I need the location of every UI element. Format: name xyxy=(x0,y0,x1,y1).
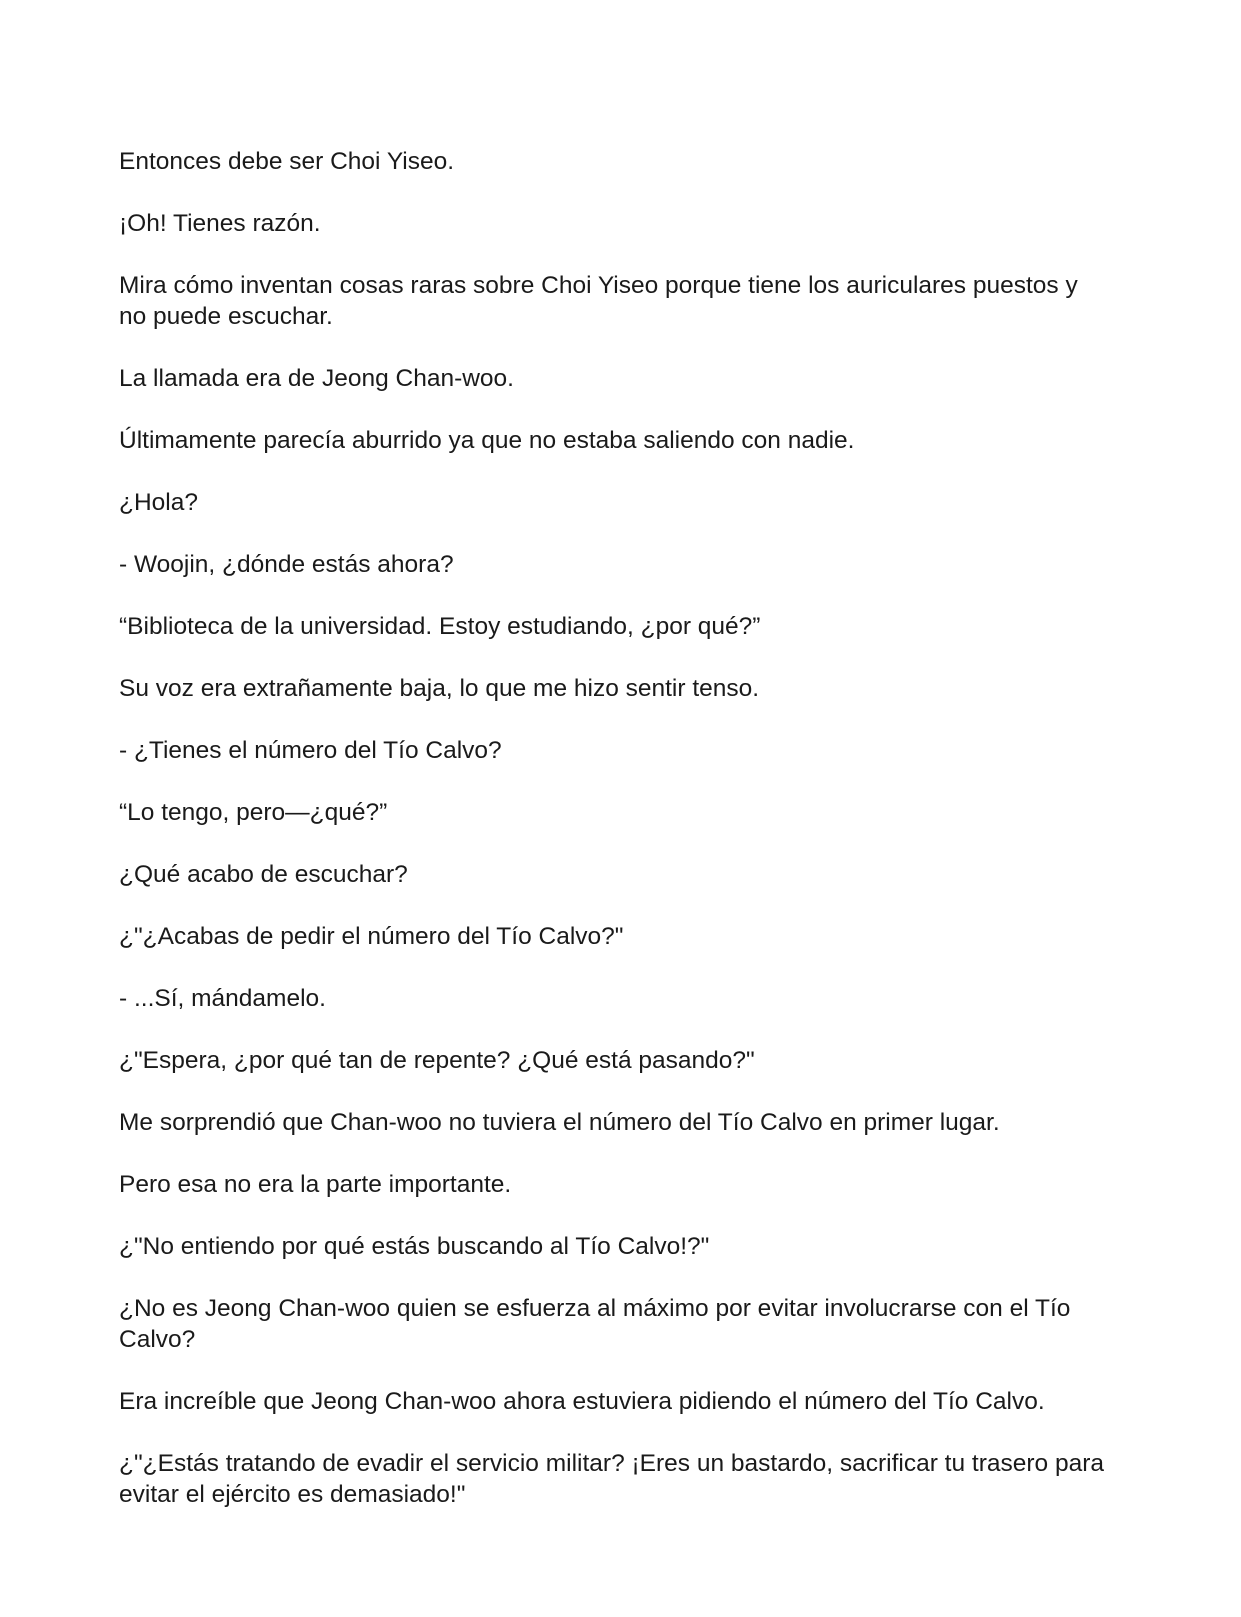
paragraph: Últimamente parecía aburrido ya que no estaba saliendo con nadie. xyxy=(119,427,855,454)
paragraph: Pero esa no era la parte importante. xyxy=(119,1171,512,1198)
paragraph: - ¿Tienes el número del Tío Calvo? xyxy=(119,737,502,764)
paragraph: Entonces debe ser Choi Yiseo. xyxy=(119,148,455,175)
paragraph: - Woojin, ¿dónde estás ahora? xyxy=(119,551,454,578)
paragraph: ¿"Espera, ¿por qué tan de repente? ¿Qué está pasando?" xyxy=(119,1047,755,1074)
paragraph: Mira cómo inventan cosas raras sobre Choi Yiseo porque tiene los auriculares puestos y no puede escuchar. xyxy=(119,272,1078,330)
paragraph: ¿"¿Acabas de pedir el número del Tío Calvo?" xyxy=(119,923,624,950)
paragraph: “Lo tengo, pero—¿qué?” xyxy=(119,799,388,826)
paragraph: Era increíble que Jeong Chan-woo ahora estuviera pidiendo el número del Tío Calvo. xyxy=(119,1388,1045,1415)
paragraph: “Biblioteca de la universidad. Estoy estudiando, ¿por qué?” xyxy=(119,613,761,640)
paragraph: ¿Qué acabo de escuchar? xyxy=(119,861,408,888)
paragraph: Su voz era extrañamente baja, lo que me hizo sentir tenso. xyxy=(119,675,760,702)
paragraph: ¿"No entiendo por qué estás buscando al Tío Calvo!?" xyxy=(119,1233,710,1260)
paragraph: ¿No es Jeong Chan-woo quien se esfuerza al máximo por evitar involucrarse con el Tío Calvo? xyxy=(119,1295,1071,1353)
document-body xyxy=(119,146,1109,1541)
paragraph: Me sorprendió que Chan-woo no tuviera el número del Tío Calvo en primer lugar. xyxy=(119,1109,1000,1136)
paragraph: - ...Sí, mándamelo. xyxy=(119,985,326,1012)
paragraph: ¿Hola? xyxy=(119,489,198,516)
paragraph: ¡Oh! Tienes razón. xyxy=(119,210,321,237)
paragraph: La llamada era de Jeong Chan-woo. xyxy=(119,365,514,392)
paragraph: ¿"¿Estás tratando de evadir el servicio militar? ¡Eres un bastardo, sacrificar tu trasero para evitar el ejército es demasiado!" xyxy=(119,1450,1105,1508)
